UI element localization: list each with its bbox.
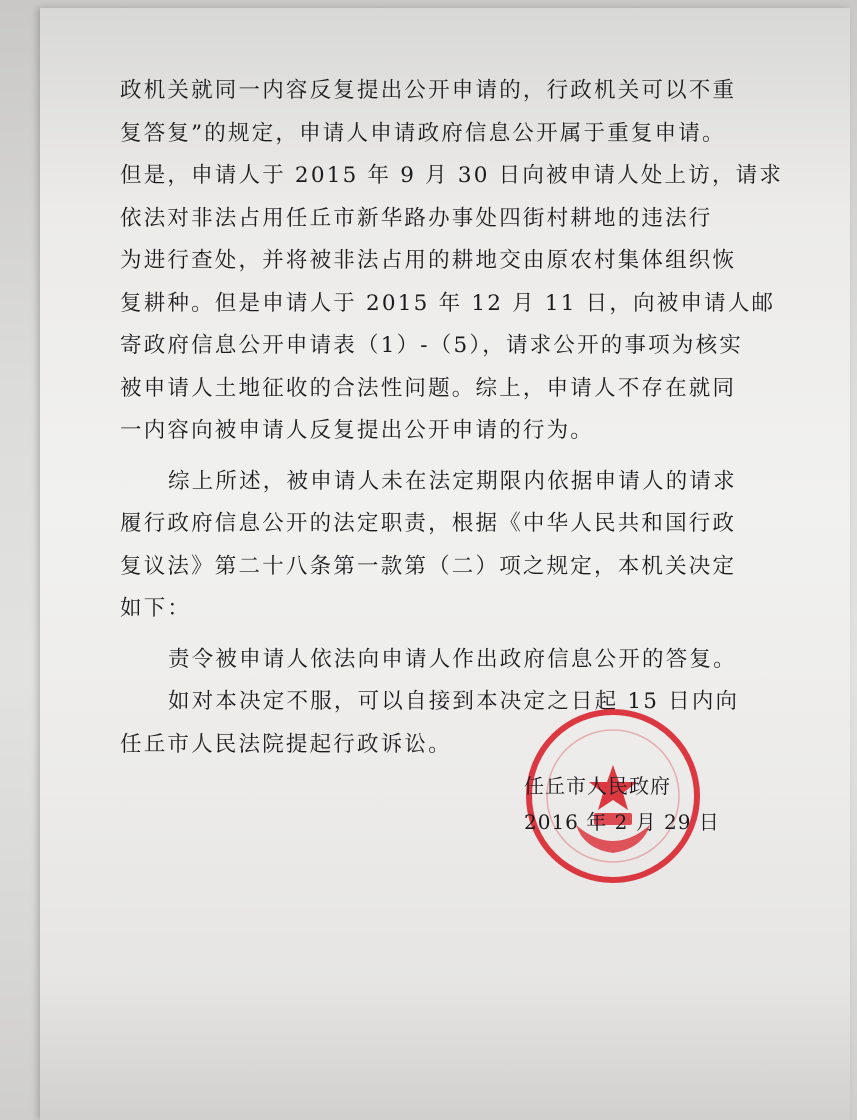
- text-line: 如下：: [120, 596, 192, 621]
- issuer-name: 任丘市人民政府: [524, 774, 671, 798]
- text-line: 寄政府信息公开申请表（1）-（5），请求公开的事项为核实: [120, 333, 743, 358]
- text-line: 依法对非法占用任丘市新华路办事处四街村耕地的违法行: [120, 205, 713, 231]
- text-line: 被申请人土地征收的合法性问题。综上，申请人不存在就同: [120, 375, 737, 401]
- text-line: 复议法》第二十八条第一款第（二）项之规定，本机关决定: [120, 553, 737, 579]
- signature-block: [524, 768, 724, 840]
- decision-line: 责令被申请人依法向申请人作出政府信息公开的答复。: [168, 646, 737, 672]
- text-line: 复耕种。但是申请人于 2015 年 12 月 11 日，向被申请人邮: [120, 290, 776, 316]
- text-line: 政机关就同一内容反复提出公开申请的，行政机关可以不重: [120, 78, 737, 103]
- issue-date: 2016 年 2 月 29 日: [524, 810, 720, 834]
- text-line: 综上所述，被申请人未在法定期限内依据申请人的请求: [168, 468, 737, 494]
- page-shadow: [40, 980, 850, 1120]
- document-body: [120, 70, 784, 766]
- text-line: 履行政府信息公开的法定职责，根据《中华人民共和国行政: [120, 511, 737, 536]
- text-line: 但是，申请人于 2015 年 9 月 30 日向被申请人处上访，请求: [120, 163, 784, 188]
- text-line: 任丘市人民法院提起行政诉讼。: [120, 731, 452, 757]
- text-line: 一内容向被申请人反复提出公开申请的行为。: [120, 418, 595, 443]
- text-line: 为进行查处，并将被非法占用的耕地交由原农村集体组织恢: [120, 248, 737, 273]
- text-line: 如对本决定不服，可以自接到本决定之日起 15 日内向: [168, 689, 740, 714]
- text-line: 复答复”的规定，申请人申请政府信息公开属于重复申请。: [120, 120, 726, 146]
